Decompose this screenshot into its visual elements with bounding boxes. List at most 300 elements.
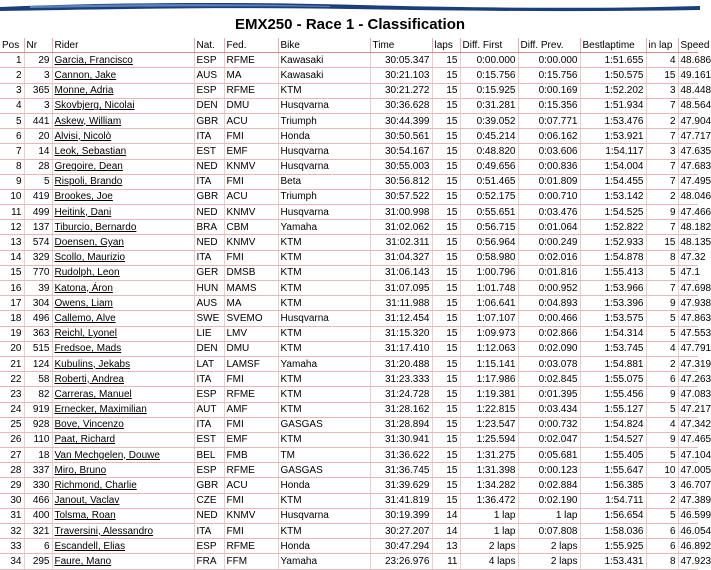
rider-cell[interactable]: Fredsoe, Mads (52, 341, 194, 356)
in-lap-cell: 5 (646, 448, 678, 463)
in-lap-cell: 8 (646, 554, 678, 569)
in-lap-cell: 3 (646, 478, 678, 493)
laps-cell: 15 (432, 311, 460, 326)
time-cell: 31:36.745 (370, 463, 432, 478)
in-lap-cell: 3 (646, 144, 678, 159)
rider-cell[interactable]: Traversini, Alessandro (52, 524, 194, 539)
column-header-diff-prev[interactable]: Diff. Prev. (518, 38, 580, 53)
diff-first-cell: 0:56.964 (460, 235, 518, 250)
in-lap-cell: 8 (646, 250, 678, 265)
speed-cell: 47.495 (678, 174, 698, 189)
pos-cell: 11 (0, 205, 24, 220)
in-lap-cell: 2 (646, 113, 678, 128)
table-row (0, 387, 698, 402)
column-header-rider[interactable]: Rider (52, 38, 194, 53)
diff-first-cell: 1:34.282 (460, 478, 518, 493)
table-row (0, 68, 698, 83)
diff-prev-cell: 0:00.000 (518, 53, 580, 68)
speed-cell: 47.904 (678, 113, 698, 128)
speed-cell: 48.564 (678, 98, 698, 113)
rider-cell[interactable]: Owens, Liam (52, 296, 194, 311)
bestlaptime-cell: 1:50.575 (580, 68, 646, 83)
laps-cell: 15 (432, 341, 460, 356)
fed-cell: FMI (224, 129, 278, 144)
diff-prev-cell: 0:00.169 (518, 83, 580, 98)
nr-cell: 337 (24, 463, 52, 478)
table-row (0, 189, 698, 204)
column-header-bike[interactable]: Bike (278, 38, 370, 53)
nr-cell: 137 (24, 220, 52, 235)
in-lap-cell: 2 (646, 189, 678, 204)
fed-cell: ACU (224, 478, 278, 493)
in-lap-cell: 9 (646, 205, 678, 220)
rider-cell[interactable]: Escandell, Elias (52, 539, 194, 554)
nat-cell: BRA (194, 220, 224, 235)
in-lap-cell: 9 (646, 432, 678, 447)
pos-cell: 19 (0, 326, 24, 341)
table-row (0, 432, 698, 447)
bestlaptime-cell: 1:54.824 (580, 417, 646, 432)
pos-cell: 25 (0, 417, 24, 432)
pos-cell: 2 (0, 68, 24, 83)
rider-cell[interactable]: Cannon, Jake (52, 68, 194, 83)
diff-first-cell: 1 lap (460, 524, 518, 539)
table-row (0, 402, 698, 417)
diff-prev-cell: 0:04.893 (518, 296, 580, 311)
in-lap-cell: 5 (646, 326, 678, 341)
bestlaptime-cell: 1:51.655 (580, 53, 646, 68)
diff-first-cell: 2 laps (460, 539, 518, 554)
rider-cell[interactable]: Ernecker, Maximilian (52, 402, 194, 417)
diff-first-cell: 1:01.748 (460, 281, 518, 296)
in-lap-cell: 10 (646, 463, 678, 478)
rider-cell[interactable]: Katona, Áron (52, 281, 194, 296)
nat-cell: FRA (194, 554, 224, 569)
column-header-diff-first[interactable]: Diff. First (460, 38, 518, 53)
diff-prev-cell: 0:00.952 (518, 281, 580, 296)
rider-cell[interactable]: Tiburcio, Bernardo (52, 220, 194, 235)
column-header-time[interactable]: Time (370, 38, 432, 53)
table-header-row (0, 38, 698, 53)
nr-cell: 28 (24, 159, 52, 174)
laps-cell: 15 (432, 129, 460, 144)
speed-cell: 46.707 (678, 478, 698, 493)
diff-first-cell: 0:52.175 (460, 189, 518, 204)
fed-cell: RFME (224, 53, 278, 68)
table-row (0, 554, 698, 569)
table-row (0, 341, 698, 356)
laps-cell: 11 (432, 554, 460, 569)
fed-cell: FMI (224, 250, 278, 265)
laps-cell: 15 (432, 387, 460, 402)
laps-cell: 14 (432, 508, 460, 523)
pos-cell: 22 (0, 372, 24, 387)
bestlaptime-cell: 1:51.934 (580, 98, 646, 113)
diff-prev-cell: 0:05.681 (518, 448, 580, 463)
bestlaptime-cell: 1:54.117 (580, 144, 646, 159)
in-lap-cell: 5 (646, 402, 678, 417)
laps-cell: 15 (432, 281, 460, 296)
table-row (0, 144, 698, 159)
bike-cell: KTM (278, 326, 370, 341)
in-lap-cell: 4 (646, 417, 678, 432)
bike-cell: KTM (278, 372, 370, 387)
laps-cell: 15 (432, 493, 460, 508)
speed-cell: 48.182 (678, 220, 698, 235)
bestlaptime-cell: 1:53.142 (580, 189, 646, 204)
speed-cell: 47.217 (678, 402, 698, 417)
fed-cell: FMI (224, 493, 278, 508)
column-header-nr[interactable]: Nr (24, 38, 52, 53)
table-row (0, 326, 698, 341)
rider-cell[interactable]: Kubulins, Jekabs (52, 356, 194, 371)
in-lap-cell: 15 (646, 68, 678, 83)
laps-cell: 15 (432, 402, 460, 417)
diff-prev-cell: 0:02.845 (518, 372, 580, 387)
diff-first-cell: 0:15.756 (460, 68, 518, 83)
nat-cell: AUS (194, 296, 224, 311)
diff-first-cell: 1:19.381 (460, 387, 518, 402)
pos-cell: 1 (0, 53, 24, 68)
in-lap-cell: 7 (646, 129, 678, 144)
bike-cell: KTM (278, 402, 370, 417)
diff-prev-cell: 0:07.771 (518, 113, 580, 128)
pos-cell: 20 (0, 341, 24, 356)
rider-cell[interactable]: Rispoli, Brando (52, 174, 194, 189)
laps-cell: 13 (432, 539, 460, 554)
nr-cell: 14 (24, 144, 52, 159)
diff-prev-cell: 2 laps (518, 539, 580, 554)
bike-cell: Husqvarna (278, 205, 370, 220)
rider-cell[interactable]: Callemo, Alve (52, 311, 194, 326)
speed-cell: 47.32 (678, 250, 698, 265)
bike-cell: Honda (278, 539, 370, 554)
bestlaptime-cell: 1:53.575 (580, 311, 646, 326)
nat-cell: ESP (194, 83, 224, 98)
bestlaptime-cell: 1:52.822 (580, 220, 646, 235)
nr-cell: 29 (24, 53, 52, 68)
nat-cell: EST (194, 144, 224, 159)
in-lap-cell: 4 (646, 53, 678, 68)
bestlaptime-cell: 1:53.745 (580, 341, 646, 356)
time-cell: 31:20.488 (370, 356, 432, 371)
table-row (0, 53, 698, 68)
nat-cell: ESP (194, 387, 224, 402)
nat-cell: GBR (194, 189, 224, 204)
nat-cell: CZE (194, 493, 224, 508)
bike-cell: KTM (278, 296, 370, 311)
diff-first-cell: 1 lap (460, 508, 518, 523)
bike-cell: KTM (278, 432, 370, 447)
rider-cell[interactable]: Roberti, Andrea (52, 372, 194, 387)
bike-cell: KTM (278, 341, 370, 356)
nr-cell: 496 (24, 311, 52, 326)
table-row (0, 174, 698, 189)
laps-cell: 15 (432, 463, 460, 478)
in-lap-cell: 15 (646, 235, 678, 250)
rider-cell[interactable]: Gregoire, Dean (52, 159, 194, 174)
speed-cell: 48.448 (678, 83, 698, 98)
rider-cell[interactable]: Reichl, Lyonel (52, 326, 194, 341)
time-cell: 31:12.454 (370, 311, 432, 326)
laps-cell: 15 (432, 174, 460, 189)
pos-cell: 17 (0, 296, 24, 311)
fed-cell: FMI (224, 174, 278, 189)
rider-cell[interactable]: Bove, Vincenzo (52, 417, 194, 432)
diff-prev-cell: 0:00.710 (518, 189, 580, 204)
rider-cell[interactable]: Richmond, Charlie (52, 478, 194, 493)
speed-cell: 47.466 (678, 205, 698, 220)
diff-prev-cell: 0:01.816 (518, 265, 580, 280)
time-cell: 31:07.095 (370, 281, 432, 296)
nr-cell: 919 (24, 402, 52, 417)
fed-cell: RFME (224, 539, 278, 554)
bike-cell: Beta (278, 174, 370, 189)
fed-cell: RFME (224, 83, 278, 98)
diff-prev-cell: 0:15.356 (518, 98, 580, 113)
fed-cell: ACU (224, 113, 278, 128)
column-header-speed[interactable]: Speed (678, 38, 698, 53)
rider-cell[interactable]: Doensen, Gyan (52, 235, 194, 250)
speed-cell: 48.046 (678, 189, 698, 204)
column-header-in-lap[interactable]: in lap (646, 38, 678, 53)
pos-cell: 12 (0, 220, 24, 235)
column-header-pos[interactable]: Pos (0, 38, 24, 53)
bestlaptime-cell: 1:55.647 (580, 463, 646, 478)
speed-cell: 47.923 (678, 554, 698, 569)
bestlaptime-cell: 1:54.878 (580, 250, 646, 265)
time-cell: 31:23.333 (370, 372, 432, 387)
header-brush-banner (0, 0, 700, 14)
diff-first-cell: 1:36.472 (460, 493, 518, 508)
diff-first-cell: 0:49.656 (460, 159, 518, 174)
bestlaptime-cell: 1:54.004 (580, 159, 646, 174)
rider-cell[interactable]: Carreras, Manuel (52, 387, 194, 402)
speed-cell: 47.553 (678, 326, 698, 341)
nr-cell: 82 (24, 387, 52, 402)
nat-cell: HUN (194, 281, 224, 296)
bike-cell: KTM (278, 387, 370, 402)
nr-cell: 39 (24, 281, 52, 296)
table-row (0, 356, 698, 371)
fed-cell: DMU (224, 98, 278, 113)
bike-cell: KTM (278, 83, 370, 98)
time-cell: 30:54.167 (370, 144, 432, 159)
table-row (0, 448, 698, 463)
bike-cell: GASGAS (278, 463, 370, 478)
in-lap-cell: 2 (646, 356, 678, 371)
time-cell: 30:56.812 (370, 174, 432, 189)
bike-cell: KTM (278, 265, 370, 280)
time-cell: 30:36.628 (370, 98, 432, 113)
laps-cell: 15 (432, 296, 460, 311)
nat-cell: ITA (194, 250, 224, 265)
rider-cell[interactable]: Janout, Vaclav (52, 493, 194, 508)
fed-cell: DMSB (224, 265, 278, 280)
fed-cell: FMI (224, 372, 278, 387)
time-cell: 30:21.103 (370, 68, 432, 83)
fed-cell: FMI (224, 524, 278, 539)
diff-prev-cell: 0:07.808 (518, 524, 580, 539)
diff-first-cell: 1:31.275 (460, 448, 518, 463)
pos-cell: 9 (0, 174, 24, 189)
in-lap-cell: 5 (646, 265, 678, 280)
diff-first-cell: 1:25.594 (460, 432, 518, 447)
time-cell: 30:55.003 (370, 159, 432, 174)
table-row (0, 524, 698, 539)
pos-cell: 10 (0, 189, 24, 204)
time-cell: 30:57.522 (370, 189, 432, 204)
time-cell: 31:17.410 (370, 341, 432, 356)
fed-cell: EMF (224, 432, 278, 447)
time-cell: 31:41.819 (370, 493, 432, 508)
classification-table (0, 38, 711, 570)
rider-cell[interactable]: Miro, Bruno (52, 463, 194, 478)
in-lap-cell: 7 (646, 159, 678, 174)
fed-cell: MA (224, 68, 278, 83)
table-row (0, 250, 698, 265)
nr-cell: 304 (24, 296, 52, 311)
diff-prev-cell: 0:06.162 (518, 129, 580, 144)
laps-cell: 15 (432, 356, 460, 371)
pos-cell: 34 (0, 554, 24, 569)
diff-prev-cell: 0:02.047 (518, 432, 580, 447)
diff-first-cell: 0:51.465 (460, 174, 518, 189)
rider-cell[interactable]: Alvisi, Nicolò (52, 129, 194, 144)
column-header-fed[interactable]: Fed. (224, 38, 278, 53)
bestlaptime-cell: 1:53.431 (580, 554, 646, 569)
rider-cell[interactable]: Skovbjerg, Nicolai (52, 98, 194, 113)
table-row (0, 265, 698, 280)
column-header-laps[interactable]: laps (432, 38, 460, 53)
time-cell: 30:47.294 (370, 539, 432, 554)
table-row (0, 463, 698, 478)
diff-prev-cell: 0:01.395 (518, 387, 580, 402)
nr-cell: 3 (24, 68, 52, 83)
pos-cell: 33 (0, 539, 24, 554)
speed-cell: 47.791 (678, 341, 698, 356)
laps-cell: 14 (432, 524, 460, 539)
bike-cell: Honda (278, 478, 370, 493)
rider-cell[interactable]: Van Mechgelen, Douwe (52, 448, 194, 463)
in-lap-cell: 7 (646, 174, 678, 189)
nr-cell: 330 (24, 478, 52, 493)
nr-cell: 400 (24, 508, 52, 523)
bike-cell: KTM (278, 250, 370, 265)
diff-first-cell: 0:48.820 (460, 144, 518, 159)
bike-cell: Husqvarna (278, 98, 370, 113)
rider-cell[interactable]: Brookes, Joe (52, 189, 194, 204)
nat-cell: LIE (194, 326, 224, 341)
fed-cell: KNMV (224, 508, 278, 523)
diff-prev-cell: 0:02.884 (518, 478, 580, 493)
page-title: EMX250 - Race 1 - Classification (234, 16, 466, 33)
table-row (0, 311, 698, 326)
pos-cell: 8 (0, 159, 24, 174)
nat-cell: GBR (194, 478, 224, 493)
table-row (0, 83, 698, 98)
laps-cell: 15 (432, 98, 460, 113)
rider-cell[interactable]: Monne, Adria (52, 83, 194, 98)
bike-cell: Triumph (278, 189, 370, 204)
diff-prev-cell: 0:00.836 (518, 159, 580, 174)
nr-cell: 124 (24, 356, 52, 371)
table-row (0, 539, 698, 554)
rider-cell[interactable]: Faure, Mano (52, 554, 194, 569)
bestlaptime-cell: 1:58.036 (580, 524, 646, 539)
diff-prev-cell: 0:01.809 (518, 174, 580, 189)
fed-cell: KNMV (224, 235, 278, 250)
time-cell: 31:02.062 (370, 220, 432, 235)
in-lap-cell: 6 (646, 539, 678, 554)
table-row (0, 478, 698, 493)
table-row (0, 296, 698, 311)
speed-cell: 47.263 (678, 372, 698, 387)
bike-cell: KTM (278, 281, 370, 296)
fed-cell: RFME (224, 387, 278, 402)
bestlaptime-cell: 1:52.933 (580, 235, 646, 250)
diff-first-cell: 1:06.641 (460, 296, 518, 311)
time-cell: 31:30.941 (370, 432, 432, 447)
rider-cell[interactable]: Tolsma, Roan (52, 508, 194, 523)
speed-cell: 46.892 (678, 539, 698, 554)
bestlaptime-cell: 1:56.654 (580, 508, 646, 523)
fed-cell: ACU (224, 189, 278, 204)
bike-cell: KTM (278, 235, 370, 250)
speed-cell: 47.635 (678, 144, 698, 159)
speed-cell: 47.465 (678, 432, 698, 447)
bike-cell: Husqvarna (278, 144, 370, 159)
nr-cell: 770 (24, 265, 52, 280)
speed-cell: 47.683 (678, 159, 698, 174)
table-row (0, 417, 698, 432)
laps-cell: 15 (432, 478, 460, 493)
rider-cell[interactable]: Rudolph, Leon (52, 265, 194, 280)
rider-cell[interactable]: Garcia, Francisco (52, 53, 194, 68)
pos-cell: 26 (0, 432, 24, 447)
rider-cell[interactable]: Heitink, Dani (52, 205, 194, 220)
rider-cell[interactable]: Askew, William (52, 113, 194, 128)
bike-cell: Triumph (278, 113, 370, 128)
laps-cell: 15 (432, 205, 460, 220)
laps-cell: 15 (432, 144, 460, 159)
speed-cell: 47.698 (678, 281, 698, 296)
in-lap-cell: 9 (646, 296, 678, 311)
rider-cell[interactable]: Leok, Sebastian (52, 144, 194, 159)
rider-cell[interactable]: Paat, Richard (52, 432, 194, 447)
time-cell: 31:00.998 (370, 205, 432, 220)
pos-cell: 32 (0, 524, 24, 539)
diff-prev-cell: 0:00.123 (518, 463, 580, 478)
in-lap-cell: 6 (646, 524, 678, 539)
bike-cell: Honda (278, 129, 370, 144)
nat-cell: NED (194, 235, 224, 250)
fed-cell: KNMV (224, 159, 278, 174)
time-cell: 23:26.976 (370, 554, 432, 569)
nr-cell: 329 (24, 250, 52, 265)
bike-cell: Kawasaki (278, 53, 370, 68)
column-header-nat[interactable]: Nat. (194, 38, 224, 53)
column-header-bestlaptime[interactable]: Bestlaptime (580, 38, 646, 53)
nr-cell: 110 (24, 432, 52, 447)
rider-cell[interactable]: Scollo, Maurizio (52, 250, 194, 265)
in-lap-cell: 7 (646, 220, 678, 235)
nat-cell: NED (194, 159, 224, 174)
pos-cell: 28 (0, 463, 24, 478)
in-lap-cell: 6 (646, 372, 678, 387)
time-cell: 30:44.399 (370, 113, 432, 128)
nr-cell: 441 (24, 113, 52, 128)
